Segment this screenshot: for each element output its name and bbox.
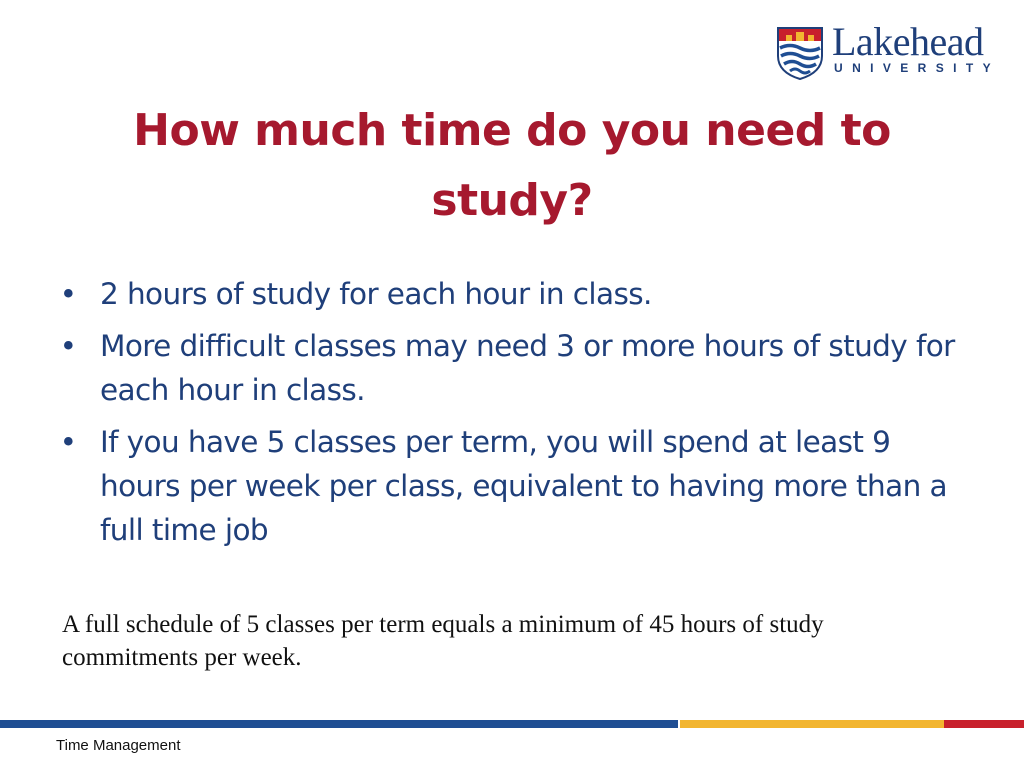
bullet-text: If you have 5 classes per term, you will spend at least 9 hours per week per class, equivalent to having more than a full time job	[100, 425, 947, 547]
bullet-item	[58, 272, 978, 316]
logo-wordmark: Lakehead	[832, 19, 984, 64]
footer-stripe-red	[944, 720, 1024, 728]
bullet-item	[58, 324, 978, 412]
footer-stripe-yellow	[680, 720, 944, 728]
bullet-icon: •	[59, 277, 77, 311]
bullet-icon: •	[59, 425, 77, 459]
summary-note: A full schedule of 5 classes per term equals a minimum of 45 hours of study commitments per week.	[62, 611, 824, 671]
bullet-item	[58, 420, 978, 552]
footer-label: Time Management	[56, 737, 181, 754]
university-logo	[772, 19, 1008, 80]
bullet-list	[58, 272, 978, 560]
logo-subtitle: UNIVERSITY	[834, 61, 1001, 75]
bullet-text: More difficult classes may need 3 or more hours of study for each hour in class.	[100, 329, 955, 407]
shield-icon	[776, 26, 824, 80]
bullet-icon: •	[59, 329, 77, 363]
slide-title: How much time do you need to study?	[133, 105, 891, 226]
footer-stripe-blue	[0, 720, 678, 728]
bullet-text: 2 hours of study for each hour in class.	[100, 277, 652, 311]
